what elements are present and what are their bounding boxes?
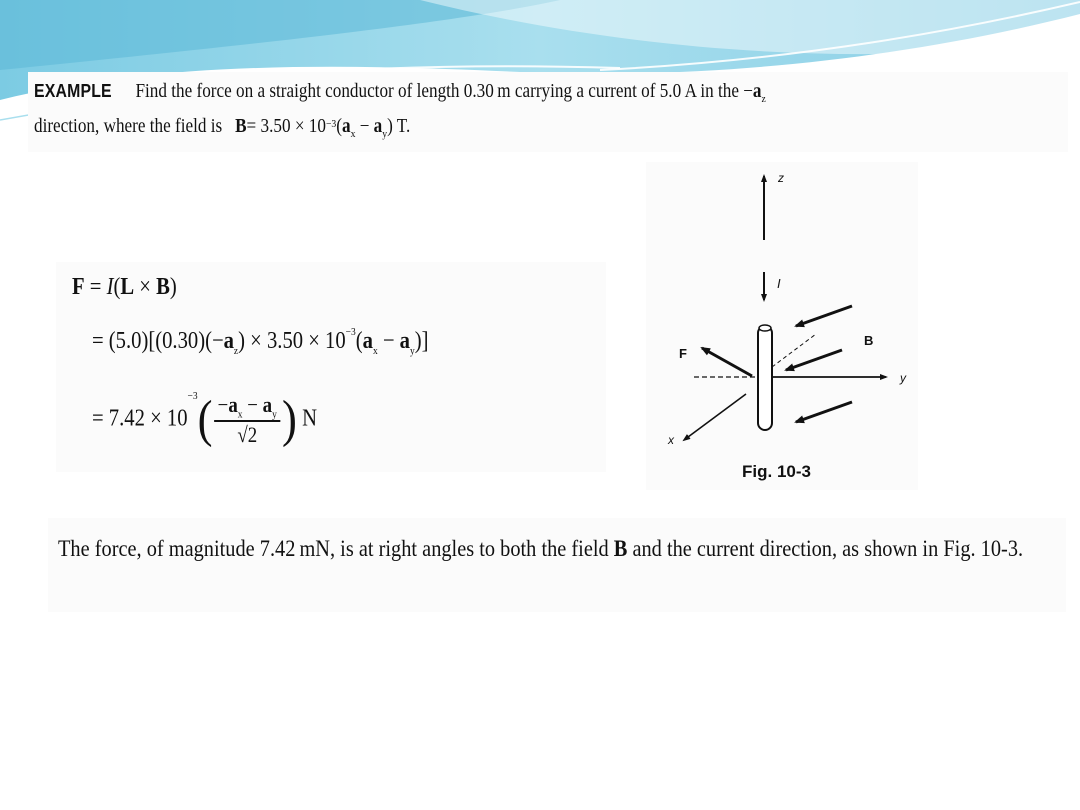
force-label: F: [679, 346, 687, 361]
subscript-z: z: [233, 344, 239, 357]
unit-vector-ax: a: [342, 115, 351, 137]
field-exponent: −3: [325, 117, 337, 130]
problem-text-line2: [34, 113, 940, 148]
force-diagram: [646, 162, 918, 490]
subscript-x: x: [237, 408, 243, 421]
minus-sign: −: [377, 328, 400, 354]
problem-text-line1: Find the force on a straight conductor of length 0.30 m carrying a current of 5.0 A in the −: [135, 81, 753, 102]
figure-panel: [646, 162, 918, 490]
problem-text-direction: direction, where the field is: [34, 115, 223, 137]
force-arrow: [702, 348, 752, 376]
equals-sign: =: [84, 274, 107, 300]
unit-vector-a: a: [223, 328, 234, 354]
close-paren: ): [169, 274, 177, 300]
unit-vector-a: a: [752, 81, 762, 102]
field-arrow-1: [796, 306, 852, 326]
field-magnitude: = 3.50 × 10: [246, 115, 326, 137]
z-axis-label: z: [778, 171, 784, 185]
subscript-y: y: [272, 408, 277, 421]
field-symbol-B: B: [235, 115, 247, 137]
y-axis-label: y: [900, 371, 906, 385]
fraction: [214, 392, 280, 448]
answer-text-part2: and the current direction, as shown in Fig. 10-3.: [627, 536, 1024, 561]
answer-panel: [48, 518, 1066, 612]
unit-vector-ay: a: [373, 115, 383, 137]
unit-newton: N: [302, 405, 318, 432]
exponent: −3: [187, 390, 198, 402]
close-bracket: )]: [414, 328, 429, 354]
figure-caption: Fig. 10-3: [742, 462, 811, 481]
minus-sign: −: [217, 392, 229, 417]
conductor: [758, 326, 772, 430]
fraction-numerator: [214, 392, 280, 422]
problem-statement-panel: [28, 72, 1068, 152]
example-label: EXAMPLE: [34, 81, 112, 101]
unit-vector-ay: a: [262, 392, 273, 417]
field-arrow-2: [786, 350, 842, 370]
result-prefix: = 7.42 × 10: [92, 405, 188, 432]
fraction-denominator: √2: [237, 422, 258, 448]
unit-vector-ax: a: [362, 328, 373, 354]
equation-panel: [56, 262, 606, 472]
subscript-x: x: [372, 344, 378, 357]
x-axis: [684, 394, 746, 440]
unit-vector-ax: a: [228, 392, 238, 417]
open-paren: (: [355, 328, 363, 354]
close-paren-unit: ) T.: [387, 115, 411, 137]
problem-statement: [34, 78, 940, 148]
equation-line-1: [72, 274, 177, 301]
field-label: B: [864, 333, 874, 348]
answer-statement: [58, 532, 1058, 565]
substitution-middle: ) × 3.50 × 10: [238, 328, 346, 354]
subscript-z: z: [761, 92, 766, 105]
open-paren: (: [113, 274, 121, 300]
length-vector-symbol: L: [120, 274, 135, 300]
minus-sign: −: [355, 115, 374, 137]
field-symbol-B: B: [613, 536, 628, 561]
answer-text-part1: The force, of magnitude 7.42 mN, is at right angles to both the field: [58, 536, 614, 561]
field-arrow-3: [796, 402, 852, 422]
equation-line-2: [92, 328, 428, 357]
subscript-y: y: [382, 127, 388, 140]
equation-line-3: [92, 392, 317, 448]
cross-product-sign: ×: [134, 274, 157, 300]
force-symbol: F: [72, 274, 85, 300]
big-open-paren: (: [197, 391, 213, 449]
current-label: I: [777, 276, 781, 291]
exponent: −3: [345, 326, 356, 338]
subscript-x: x: [350, 127, 356, 140]
substitution-prefix: = (5.0)[(0.30)(−: [92, 328, 224, 354]
x-axis-label: x: [668, 433, 674, 447]
unit-vector-ay: a: [399, 328, 410, 354]
minus-sign: −: [242, 392, 263, 417]
current-symbol: I: [106, 274, 114, 300]
conductor-top: [759, 325, 771, 331]
field-symbol: B: [156, 274, 170, 300]
subscript-y: y: [409, 344, 415, 357]
open-paren: (: [336, 115, 342, 137]
big-close-paren: ): [282, 391, 297, 449]
